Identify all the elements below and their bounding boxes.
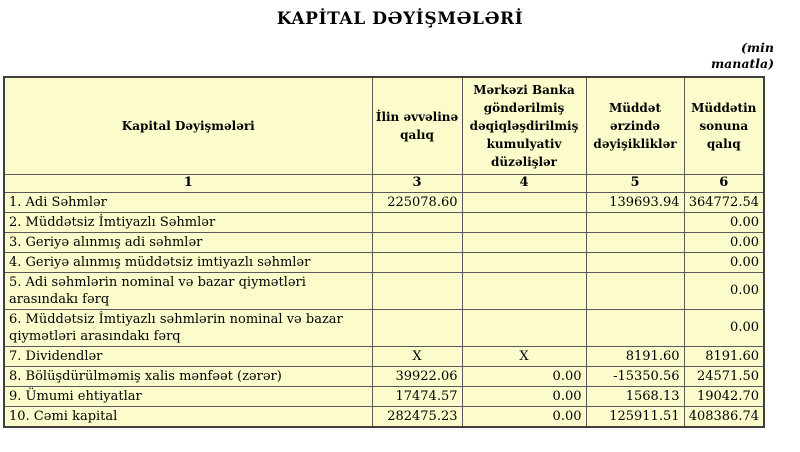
cell-value — [372, 252, 462, 272]
table-row-umumi-ehtiyatlar — [4, 386, 764, 406]
row-label: 7. Dividendlər — [4, 346, 372, 366]
table-row-dividendler — [4, 346, 764, 366]
table-row-adi-sehmler-nominal-bazar-ferq — [4, 272, 764, 309]
cell-value — [586, 309, 684, 346]
column-number: 1 — [4, 174, 372, 192]
row-label: 2. Müddətsiz İmtiyazlı Səhmlər — [4, 212, 372, 232]
cell-value: 19042.70 — [684, 386, 764, 406]
table-row-geriye-alinmis-muddetsiz-sehmler — [4, 252, 764, 272]
cell-value — [586, 212, 684, 232]
capital-changes-table — [3, 76, 765, 428]
cell-value — [462, 212, 586, 232]
cell-value — [586, 252, 684, 272]
row-label: 9. Ümumi ehtiyatlar — [4, 386, 372, 406]
cell-value: 0.00 — [684, 232, 764, 252]
column-number: 6 — [684, 174, 764, 192]
cell-value: 139693.94 — [586, 192, 684, 212]
col-header-merkezi-banka-duzelisler: Mərkəzi Banka göndərilmiş dəqiqləşdirilmiş kumulyativ düzəlişlər — [462, 77, 586, 174]
col-header-kapital-deyismeleri: Kapital Dəyişmələri — [4, 77, 372, 174]
cell-value: 0.00 — [462, 386, 586, 406]
cell-value — [462, 309, 586, 346]
cell-value: 408386.74 — [684, 406, 764, 427]
cell-value — [462, 252, 586, 272]
cell-value — [586, 232, 684, 252]
cell-value: X — [372, 346, 462, 366]
column-number: 4 — [462, 174, 586, 192]
row-label: 3. Geriyə alınmış adi səhmlər — [4, 232, 372, 252]
cell-value: 39922.06 — [372, 366, 462, 386]
column-number: 5 — [586, 174, 684, 192]
row-label: 6. Müddətsiz İmtiyazlı səhmlərin nominal və bazar qiymətləri arasındakı fərq — [4, 309, 372, 346]
row-label: 10. Cəmi kapital — [4, 406, 372, 427]
col-header-ilin-evveline-qaliq: İlin əvvəlinə qalıq — [372, 77, 462, 174]
page-title: KAPİTAL DƏYİŞMƏLƏRİ — [276, 9, 524, 29]
cell-value — [586, 272, 684, 309]
cell-value: -15350.56 — [586, 366, 684, 386]
column-number-row — [4, 174, 764, 192]
row-label: 8. Bölüşdürülməmiş xalis mənfəət (zərər) — [4, 366, 372, 386]
cell-value: 8191.60 — [586, 346, 684, 366]
cell-value: 0.00 — [684, 212, 764, 232]
cell-value: 17474.57 — [372, 386, 462, 406]
cell-value: 0.00 — [684, 272, 764, 309]
col-header-muddet-erzinde-deyisiklikler: Müddət ərzində dəyişikliklər — [586, 77, 684, 174]
unit-note-line2: manatla) — [710, 56, 774, 71]
unit-note — [711, 40, 774, 72]
col-header-muddetin-sonuna-qaliq: Müddətin sonuna qalıq — [684, 77, 764, 174]
row-label: 1. Adi Səhmlər — [4, 192, 372, 212]
cell-value: 8191.60 — [684, 346, 764, 366]
row-label: 5. Adi səhmlərin nominal və bazar qiymətləri arasındakı fərq — [4, 272, 372, 309]
cell-value: 282475.23 — [372, 406, 462, 427]
column-number: 3 — [372, 174, 462, 192]
cell-value: 364772.54 — [684, 192, 764, 212]
row-label: 4. Geriyə alınmış müddətsiz imtiyazlı səhmlər — [4, 252, 372, 272]
table-row-muddetsiz-sehmler-nominal-bazar-ferq — [4, 309, 764, 346]
cell-value: X — [462, 346, 586, 366]
cell-value — [372, 272, 462, 309]
cell-value — [462, 232, 586, 252]
cell-value — [462, 272, 586, 309]
table-row-adi-sehmler — [4, 192, 764, 212]
cell-value — [372, 212, 462, 232]
cell-value — [372, 309, 462, 346]
cell-value: 0.00 — [462, 406, 586, 427]
cell-value: 0.00 — [462, 366, 586, 386]
cell-value: 125911.51 — [586, 406, 684, 427]
table-row-bolusdurulmemis-xalis-menfeet — [4, 366, 764, 386]
header-row — [4, 77, 764, 174]
table-row-geriye-alinmis-adi-sehmler — [4, 232, 764, 252]
unit-note-line1: (min — [741, 40, 774, 55]
cell-value: 0.00 — [684, 309, 764, 346]
table-row-muddetsiz-imtiyazli-sehmler — [4, 212, 764, 232]
cell-value: 24571.50 — [684, 366, 764, 386]
cell-value: 0.00 — [684, 252, 764, 272]
cell-value: 1568.13 — [586, 386, 684, 406]
cell-value: 225078.60 — [372, 192, 462, 212]
table-row-cemi-kapital — [4, 406, 764, 427]
cell-value — [462, 192, 586, 212]
cell-value — [372, 232, 462, 252]
